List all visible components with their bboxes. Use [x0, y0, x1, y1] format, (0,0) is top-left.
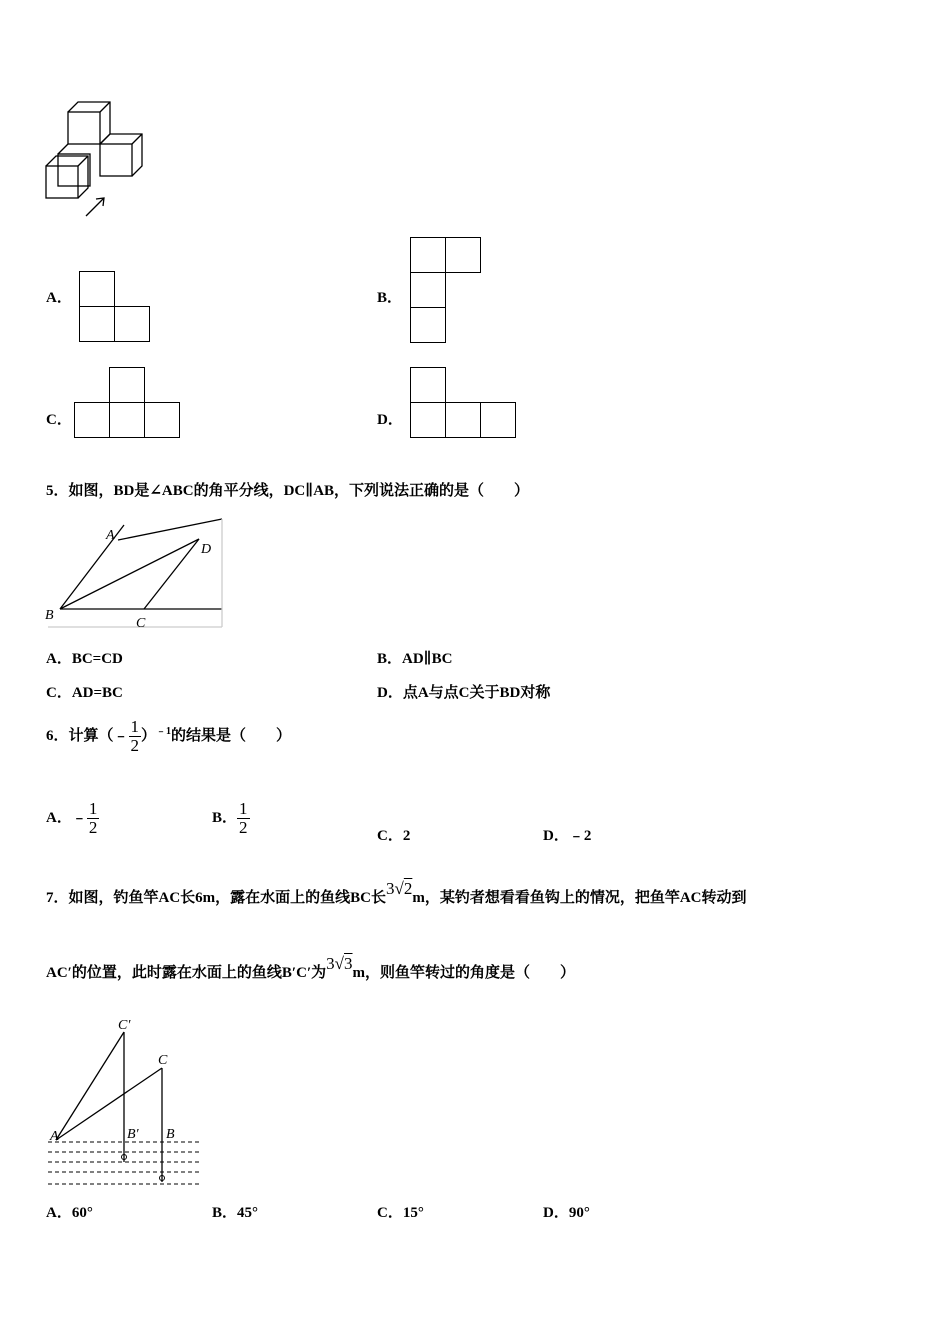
- question-5-stem: 5．如图，BD是∠ABC的角平分线，DC∥AB，下列说法正确的是（ ）: [46, 483, 530, 499]
- q7-option-c: C．15°: [377, 1205, 424, 1221]
- option-c-label: C．: [46, 412, 72, 428]
- cube-stack-figure: [40, 96, 160, 226]
- label-b: B: [45, 608, 54, 623]
- question-7-line-1: 7．如图，钓鱼竿AC长6m，露在水面上的鱼线BC长3√2m，某钓者想看看鱼钩上的情况，把鱼竿AC转动到: [46, 879, 747, 906]
- q5-option-a: A．BC=CD: [46, 651, 123, 667]
- q5-option-c: C．AD=BC: [46, 685, 123, 701]
- fishing-rod-figure: [44, 1012, 204, 1190]
- option-a-figure: [79, 271, 151, 343]
- q7-option-a: A．60°: [46, 1205, 93, 1221]
- q7-option-b: B．45°: [212, 1205, 259, 1221]
- q6-option-a: A．﹣ $\frac{1}{2}$: [46, 799, 98, 837]
- option-a-label: A．: [46, 290, 72, 306]
- label-a: A: [50, 1129, 59, 1144]
- label-c: C: [136, 616, 146, 630]
- question-6-stem: 6．计算（﹣ $\frac{1}{2}$ ）$^{﹣1}$的结果是（ ）: [46, 717, 292, 755]
- q7-option-d: D．90°: [543, 1205, 590, 1221]
- label-b: B: [166, 1127, 175, 1142]
- label-c-prime: C′: [118, 1018, 131, 1033]
- angle-bisector-figure: [44, 515, 226, 630]
- option-b-figure: [410, 237, 482, 344]
- q5-option-b: B．AD∥BC: [377, 651, 453, 667]
- q6-option-c: C．2: [377, 828, 411, 844]
- label-d: D: [201, 542, 212, 557]
- question-7-line-2: AC′的位置，此时露在水面上的鱼线B′C′为3√3m，则鱼竿转过的角度是（ ）: [46, 954, 576, 981]
- q6-option-b: B． $\frac{1}{2}$: [212, 799, 248, 837]
- q5-option-d: D．点A与点C关于BD对称: [377, 685, 551, 701]
- option-d-figure: [410, 367, 517, 438]
- option-d-label: D．: [377, 412, 403, 428]
- option-b-label: B．: [377, 290, 403, 306]
- label-b-prime: B′: [127, 1127, 139, 1142]
- label-c: C: [158, 1053, 168, 1068]
- q6-option-d: D．﹣2: [543, 828, 592, 844]
- option-c-figure: [74, 367, 181, 438]
- label-a: A: [106, 528, 115, 543]
